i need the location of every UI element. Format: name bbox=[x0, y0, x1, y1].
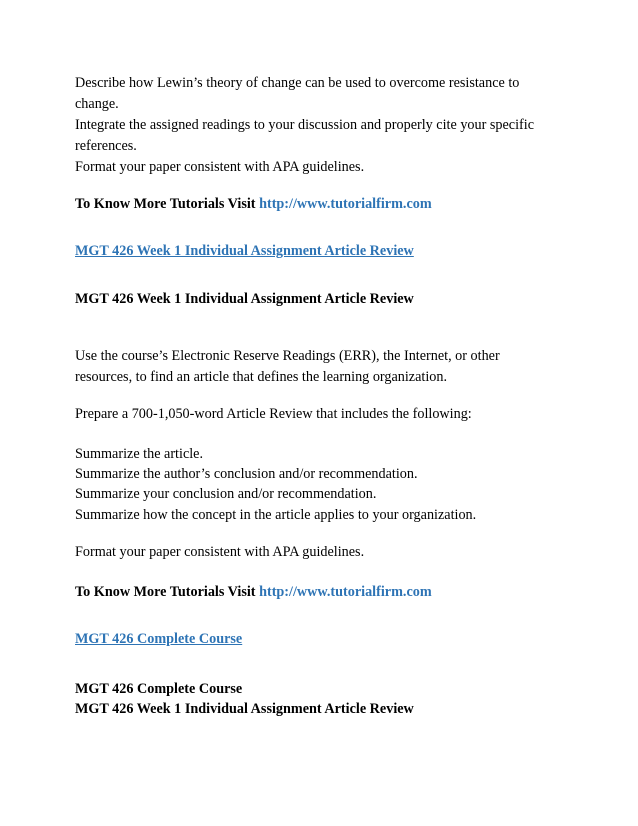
section-heading: MGT 426 Week 1 Individual Assignment Article Review bbox=[75, 291, 414, 307]
list-item: Summarize the article. bbox=[75, 446, 204, 462]
section-heading: MGT 426 Complete Course bbox=[75, 681, 243, 697]
cta-prefix: To Know More Tutorials Visit bbox=[75, 196, 260, 212]
intro-line: Describe how Lewin’s theory of change can be used to overcome resistance to bbox=[75, 75, 520, 91]
paragraph-line: Prepare a 700-1,050-word Article Review that includes the following: bbox=[75, 406, 472, 422]
intro-line: change. bbox=[75, 96, 119, 112]
cta-prefix: To Know More Tutorials Visit bbox=[75, 584, 260, 600]
article-review-link[interactable]: MGT 426 Week 1 Individual Assignment Article Review bbox=[75, 243, 414, 259]
intro-line: references. bbox=[75, 138, 137, 154]
intro-line: Format your paper consistent with APA guidelines. bbox=[75, 159, 365, 175]
paragraph-line: resources, to find an article that defines the learning organization. bbox=[75, 369, 448, 385]
list-item: Summarize how the concept in the article applies to your organization. bbox=[75, 507, 477, 523]
cta-line bbox=[75, 196, 432, 213]
paragraph-line: Use the course’s Electronic Reserve Readings (ERR), the Internet, or other bbox=[75, 348, 500, 364]
tutorial-site-link[interactable]: http://www.tutorialfirm.com bbox=[259, 196, 432, 212]
complete-course-link[interactable]: MGT 426 Complete Course bbox=[75, 631, 243, 647]
paragraph-line: Format your paper consistent with APA guidelines. bbox=[75, 544, 365, 560]
intro-line: Integrate the assigned readings to your discussion and properly cite your specific bbox=[75, 117, 534, 133]
tutorial-site-link[interactable]: http://www.tutorialfirm.com bbox=[259, 584, 432, 600]
cta-line bbox=[75, 584, 432, 601]
list-item: Summarize the author’s conclusion and/or recommendation. bbox=[75, 466, 418, 482]
section-heading: MGT 426 Week 1 Individual Assignment Article Review bbox=[75, 701, 414, 717]
list-item: Summarize your conclusion and/or recommendation. bbox=[75, 486, 377, 502]
